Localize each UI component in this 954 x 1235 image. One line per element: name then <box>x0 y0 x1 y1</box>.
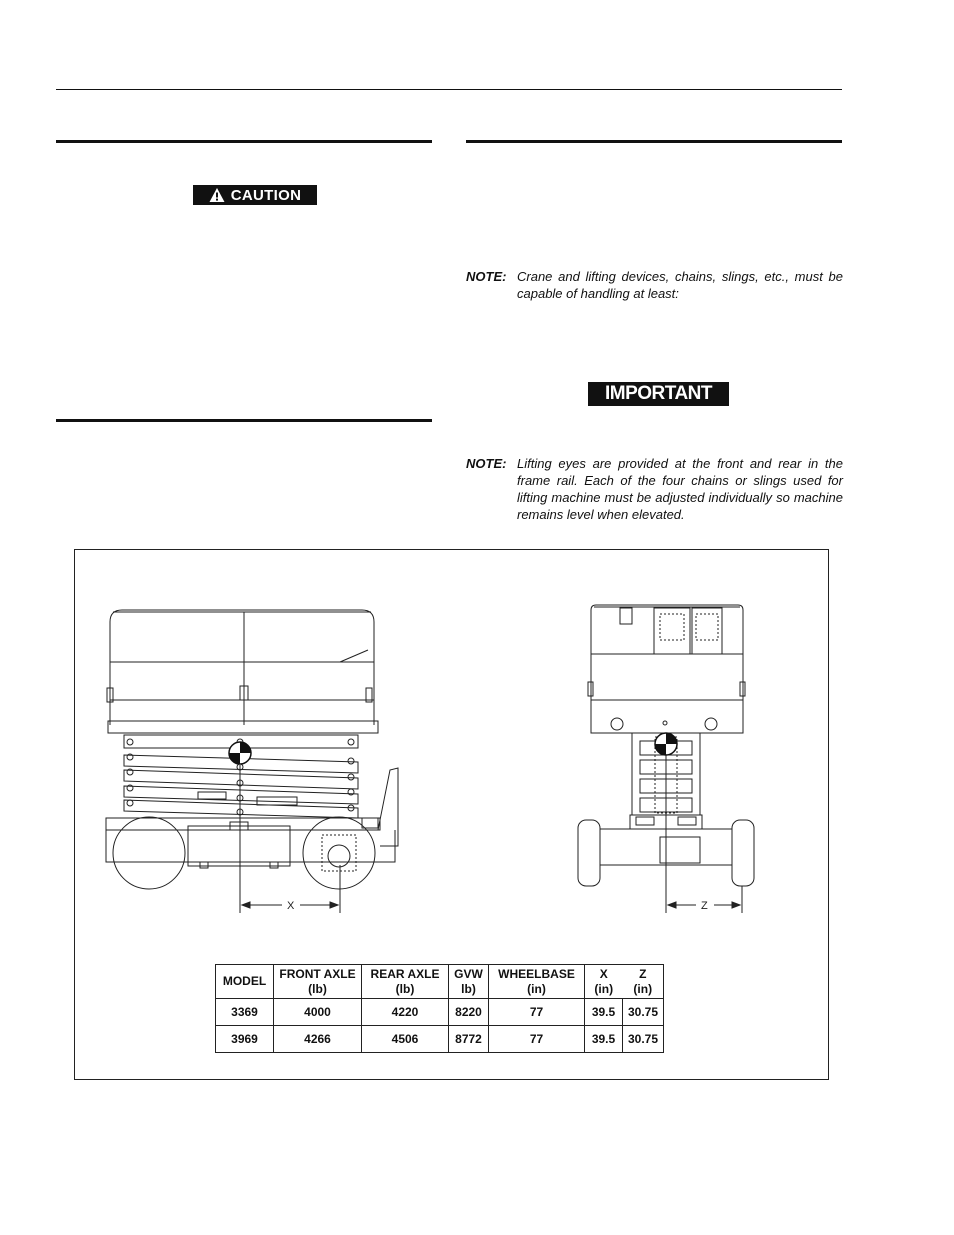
cell-x: 39.5 <box>585 1026 623 1053</box>
side-view-drawing <box>106 610 398 889</box>
cell-model: 3369 <box>216 999 274 1026</box>
cell-front-axle: 4000 <box>274 999 362 1026</box>
cell-z: 30.75 <box>623 1026 664 1053</box>
header-wheelbase: WHEELBASE (in) <box>489 965 585 999</box>
note-text: Crane and lifting devices, chains, slings, etc., must be capable of handling at least: <box>517 269 843 301</box>
side-dimension-label: X <box>287 900 295 912</box>
center-of-gravity-icon <box>229 742 251 764</box>
caution-label: CAUTION <box>230 186 302 204</box>
center-of-gravity-icon <box>655 733 677 755</box>
cell-z: 30.75 <box>623 999 664 1026</box>
axle-load-table <box>215 964 664 1053</box>
cell-rear-axle: 4220 <box>362 999 449 1026</box>
rear-dimension-label: Z <box>701 900 708 912</box>
cell-model: 3969 <box>216 1026 274 1053</box>
table-row <box>216 999 664 1026</box>
note-label: NOTE: <box>466 456 507 471</box>
cell-rear-axle: 4506 <box>362 1026 449 1053</box>
note-text: Lifting eyes are provided at the front and rear in the frame rail. Each of the four chains or slings used for lifting machine must be adjusted individually so machine remains level when elevated. <box>517 456 843 522</box>
table-header-row <box>216 965 664 999</box>
table-row <box>216 1026 664 1053</box>
header-model: MODEL <box>216 965 274 999</box>
cell-front-axle: 4266 <box>274 1026 362 1053</box>
header-rear-axle: REAR AXLE (lb) <box>362 965 449 999</box>
header-x: X (in) <box>585 965 623 999</box>
cell-x: 39.5 <box>585 999 623 1026</box>
header-front-axle: FRONT AXLE (lb) <box>274 965 362 999</box>
cell-wheelbase: 77 <box>489 999 585 1026</box>
note-label: NOTE: <box>466 269 507 284</box>
header-z: Z (in) <box>623 965 664 999</box>
important-label: IMPORTANT <box>604 383 713 404</box>
cell-gvw: 8220 <box>449 999 489 1026</box>
cell-gvw: 8772 <box>449 1026 489 1053</box>
header-gvw: GVW lb) <box>449 965 489 999</box>
cell-wheelbase: 77 <box>489 1026 585 1053</box>
